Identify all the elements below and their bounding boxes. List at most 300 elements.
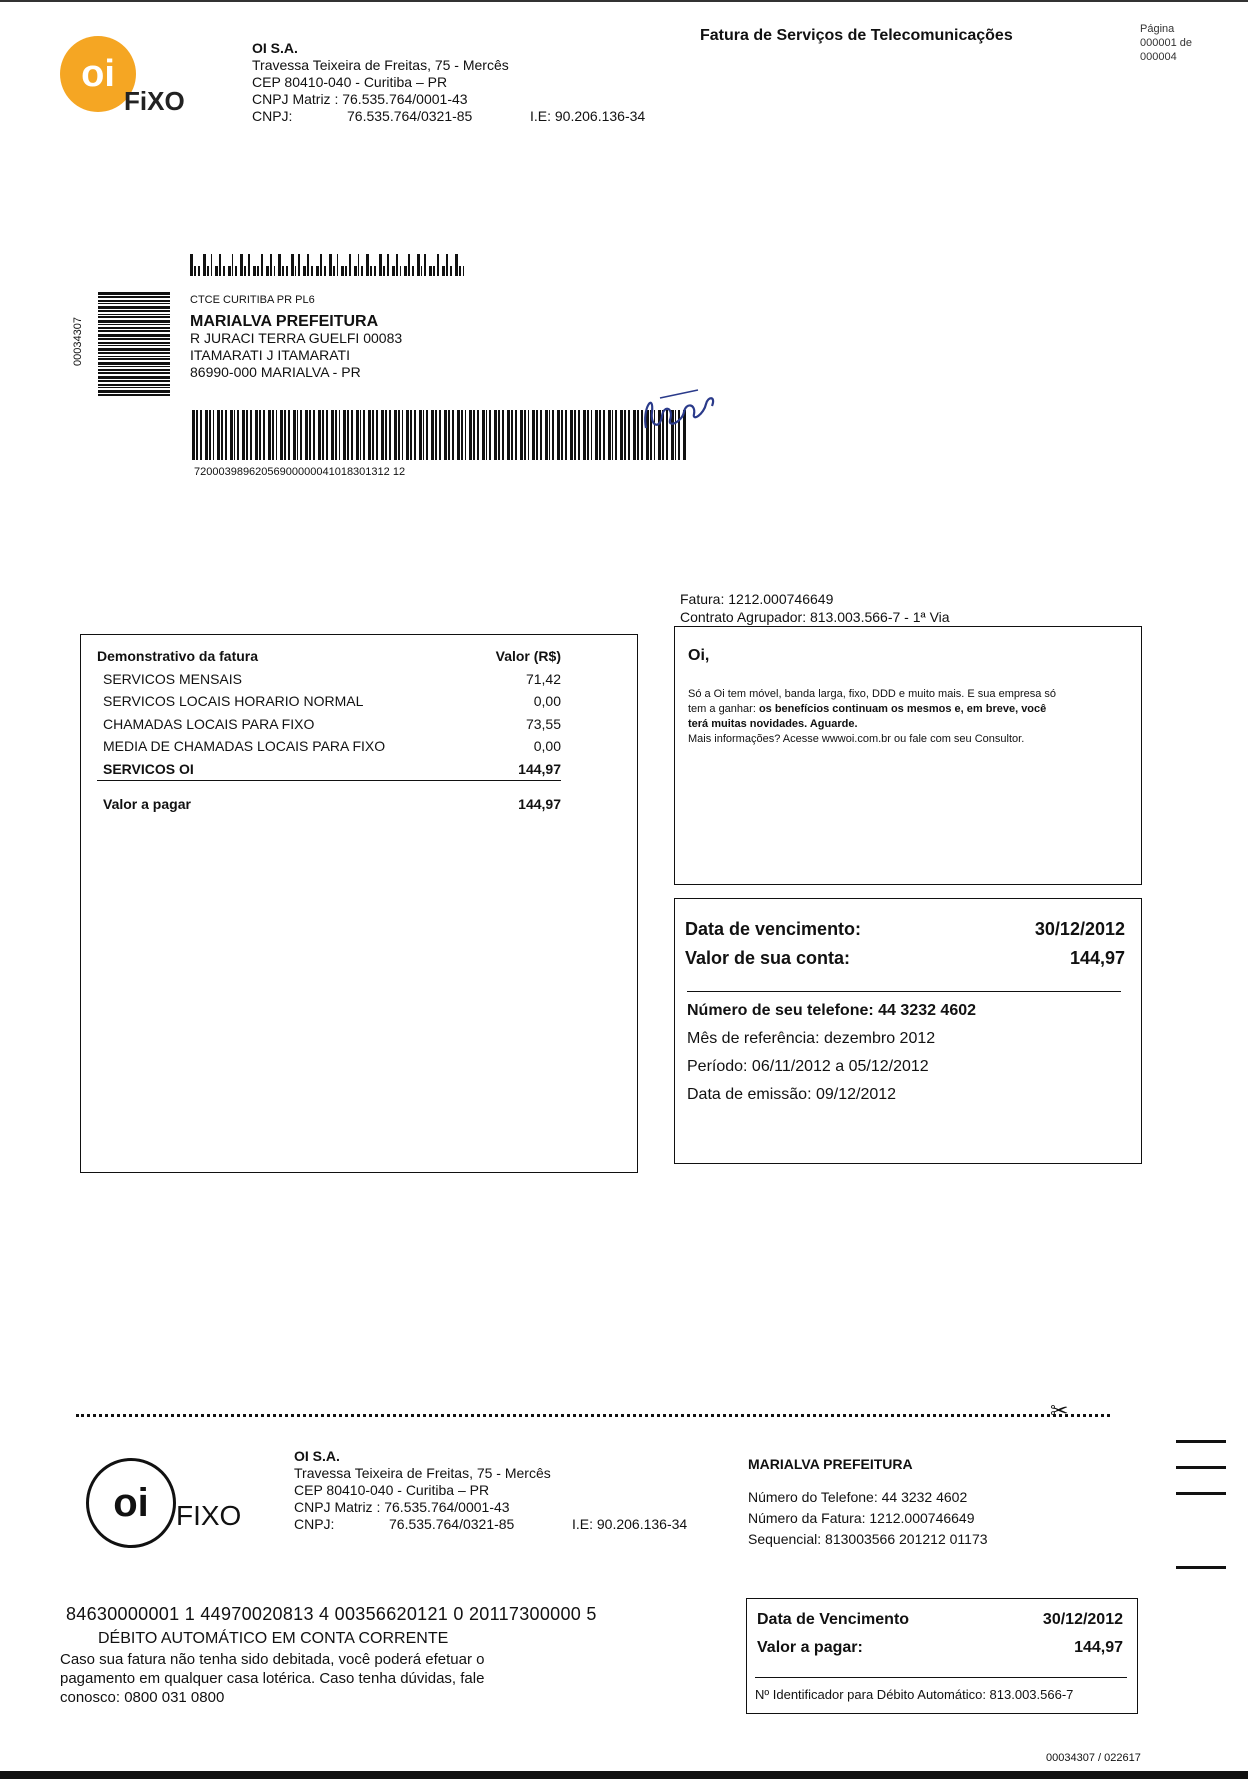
page-bottom-edge bbox=[0, 1771, 1248, 1779]
barcode-bar bbox=[557, 410, 560, 460]
barcode-bar bbox=[295, 266, 296, 276]
barcode-bar bbox=[276, 410, 277, 460]
summary-due-label: Data de vencimento: bbox=[685, 919, 862, 939]
barcode-bar bbox=[98, 314, 170, 315]
barcode-bar bbox=[230, 410, 233, 460]
barcode-bar bbox=[561, 410, 563, 460]
recipient-route: CTCE CURITIBA PR PL6 bbox=[190, 294, 315, 306]
barcode-bar bbox=[511, 410, 513, 460]
barcode-bar bbox=[587, 410, 589, 460]
barcode-bar bbox=[574, 410, 576, 460]
invoice-number: Fatura: 1212.000746649 bbox=[680, 591, 834, 607]
invoice-reference bbox=[680, 590, 950, 626]
barcode-bar bbox=[608, 410, 611, 460]
stub-due-row bbox=[757, 1611, 1123, 1629]
barcode-bar bbox=[234, 410, 235, 460]
barcode-bar bbox=[192, 410, 195, 460]
alignment-mark bbox=[1176, 1466, 1226, 1469]
barcode-bar bbox=[98, 352, 170, 354]
barcode-bar bbox=[417, 254, 420, 276]
barcode-bar bbox=[624, 410, 626, 460]
barcode-bar bbox=[228, 266, 231, 276]
summary-box bbox=[674, 898, 1142, 1164]
message-line-2b: os benefícios continuam os mesmos e, em breve, você bbox=[758, 703, 1047, 715]
barcode-bar bbox=[429, 266, 432, 276]
summary-info bbox=[687, 997, 976, 1109]
barcode-bar bbox=[591, 410, 592, 460]
barcode-bar bbox=[385, 410, 387, 460]
barcode-bar bbox=[286, 266, 288, 276]
barcode-bar bbox=[98, 342, 170, 344]
statement-row bbox=[97, 690, 561, 713]
barcode-bar bbox=[259, 410, 261, 460]
barcode-bar bbox=[570, 410, 573, 460]
barcode-bar bbox=[98, 366, 170, 367]
signature-icon bbox=[640, 378, 720, 438]
barcode-bar bbox=[381, 410, 384, 460]
stub-company-cep: CEP 80410-040 - Curitiba – PR bbox=[294, 1482, 490, 1498]
barcode-bar bbox=[394, 410, 397, 460]
barcode-bar bbox=[213, 410, 214, 460]
barcode-bar bbox=[240, 254, 243, 276]
barcode-bar bbox=[463, 266, 464, 276]
barcode-bar bbox=[300, 410, 302, 460]
statement-value-header: Valor (R$) bbox=[495, 648, 561, 665]
barcode-bar bbox=[320, 254, 322, 276]
barcode-bar bbox=[545, 410, 548, 460]
barcode-bar bbox=[374, 266, 376, 276]
barcode-bar bbox=[98, 324, 170, 325]
message-line-4: Mais informações? Acesse wwwoi.com.br ou fale com seu Consultor. bbox=[688, 733, 1025, 745]
statement-row-label: SERVICOS LOCAIS HORARIO NORMAL bbox=[103, 693, 364, 710]
page-total: 000004 bbox=[1140, 51, 1177, 63]
barcode-bar bbox=[98, 334, 170, 337]
message-line-2 bbox=[688, 702, 1128, 717]
barcode-bar bbox=[349, 254, 351, 276]
barcode-bar bbox=[98, 316, 170, 318]
summary-due-row bbox=[685, 919, 1125, 940]
stub-debit-id: Nº Identificador para Débito Automático: 813.003.566-7 bbox=[755, 1687, 1074, 1702]
barcode-bar bbox=[324, 266, 326, 276]
barcode-bar bbox=[615, 410, 617, 460]
barcode-bar bbox=[461, 410, 463, 460]
barcode-bar bbox=[272, 410, 274, 460]
barcode-bar bbox=[98, 303, 170, 304]
barcode-bar bbox=[459, 266, 461, 276]
barcode-bar bbox=[398, 410, 400, 460]
barcode-bar bbox=[98, 296, 170, 298]
company-name: OI S.A. bbox=[252, 40, 298, 56]
barcode-bar bbox=[536, 410, 538, 460]
company-cep: CEP 80410-040 - Curitiba – PR bbox=[252, 74, 448, 90]
barcode-bar bbox=[356, 410, 359, 460]
barcode-bar bbox=[452, 410, 454, 460]
barcode-bar bbox=[223, 266, 225, 276]
statement-title: Demonstrativo da fatura bbox=[97, 648, 259, 665]
barcode-bar bbox=[633, 410, 636, 460]
stub-phone: Número do Telefone: 44 3232 4602 bbox=[748, 1489, 968, 1505]
barcode-bar bbox=[98, 300, 170, 302]
recipient-street: R JURACI TERRA GUELFI 00083 bbox=[190, 330, 403, 346]
company-cnpj-matriz: CNPJ Matriz : 76.535.764/0001-43 bbox=[252, 91, 468, 107]
barcode-bar bbox=[274, 266, 275, 276]
barcode-bar bbox=[98, 320, 170, 323]
summary-amounts bbox=[685, 919, 1125, 969]
barcode-bar bbox=[98, 384, 170, 386]
page-indicator bbox=[1140, 22, 1192, 64]
summary-divider bbox=[687, 991, 1121, 992]
barcode-bar bbox=[255, 410, 258, 460]
barcode-bar bbox=[280, 410, 283, 460]
barcode-bar bbox=[389, 410, 391, 460]
barcode-bar bbox=[637, 410, 639, 460]
barcode-bar bbox=[419, 410, 422, 460]
barcode-bar bbox=[98, 306, 170, 309]
barcode-bar bbox=[307, 254, 309, 276]
stub-invoice: Número da Fatura: 1212.000746649 bbox=[748, 1510, 975, 1526]
barcode-bar bbox=[196, 410, 198, 460]
statement-items bbox=[97, 668, 561, 758]
barcode-bar bbox=[98, 372, 170, 374]
barcode-bar bbox=[244, 266, 246, 276]
recipient-city: 86990-000 MARIALVA - PR bbox=[190, 364, 361, 380]
barcode-bar bbox=[498, 410, 500, 460]
oi-logo-bottom-icon bbox=[86, 1458, 176, 1548]
barcode-bar bbox=[392, 266, 395, 276]
recipient-address bbox=[190, 292, 402, 381]
barcode-bar bbox=[376, 410, 378, 460]
stub-company-name: OI S.A. bbox=[294, 1448, 340, 1464]
barcode-bar bbox=[203, 254, 206, 276]
statement-row bbox=[97, 713, 561, 736]
summary-phone: Número de seu telefone: 44 3232 4602 bbox=[687, 1002, 977, 1019]
company-ie: I.E: 90.206.136-34 bbox=[530, 108, 646, 124]
barcode-bar bbox=[209, 410, 211, 460]
statement-row-label: MEDIA DE CHAMADAS LOCAIS PARA FIXO bbox=[103, 738, 386, 755]
barcode-bar bbox=[261, 254, 263, 276]
message-line-2a: tem a ganhar: bbox=[688, 703, 759, 715]
barcode-bar bbox=[469, 410, 472, 460]
stub-pay-row bbox=[757, 1639, 1123, 1657]
barcode-bar bbox=[221, 410, 223, 460]
summary-amount-row bbox=[685, 948, 1125, 969]
barcode-bar bbox=[98, 387, 170, 388]
barcode-bar bbox=[435, 410, 437, 460]
statement-row-value: 71,42 bbox=[525, 670, 561, 687]
barcode-bar bbox=[257, 266, 259, 276]
barcode-bar bbox=[421, 266, 422, 276]
barcode-bar bbox=[360, 410, 361, 460]
stub-payment-values bbox=[757, 1611, 1123, 1657]
barcode-bar bbox=[457, 410, 460, 460]
barcode-bar bbox=[372, 410, 374, 460]
barcode-bar bbox=[351, 410, 353, 460]
barcode-bar bbox=[442, 266, 445, 276]
barcode-bar bbox=[313, 410, 315, 460]
barcode-bar bbox=[486, 410, 487, 460]
barcode-bar bbox=[387, 254, 389, 276]
barcode-bar bbox=[540, 410, 542, 460]
barcode-bar bbox=[250, 410, 252, 460]
barcode-bar bbox=[225, 410, 227, 460]
summary-amount-label: Valor de sua conta: bbox=[685, 948, 851, 968]
barcode-bar bbox=[565, 410, 567, 460]
barcode-bar bbox=[549, 410, 550, 460]
logo-mark-text: oi bbox=[81, 52, 115, 95]
barcode-bar bbox=[455, 254, 458, 276]
statement-total-value: 144,97 bbox=[518, 796, 561, 813]
statement-row-value: 0,00 bbox=[533, 693, 561, 710]
barcode-bar bbox=[532, 410, 535, 460]
company-cnpj: 76.535.764/0321-85 bbox=[347, 108, 473, 124]
company-cnpj-row bbox=[252, 108, 645, 125]
statement-row-label: CHAMADAS LOCAIS PARA FIXO bbox=[103, 715, 315, 732]
logo-bottom-brand: FIXO bbox=[176, 1500, 242, 1531]
barcode-bar bbox=[363, 410, 365, 460]
summary-amount-value: 144,97 bbox=[1069, 948, 1125, 968]
auto-debit-title: DÉBITO AUTOMÁTICO EM CONTA CORRENTE bbox=[98, 1630, 449, 1647]
barcode-bar bbox=[444, 410, 447, 460]
barcode-bar bbox=[494, 410, 497, 460]
barcode-bar bbox=[242, 410, 245, 460]
barcode-bar bbox=[318, 410, 321, 460]
barcode-bar bbox=[284, 410, 286, 460]
barcode-bar bbox=[282, 266, 284, 276]
barcode-bar bbox=[98, 345, 170, 346]
barcode-bar bbox=[424, 254, 426, 276]
barcode-bar bbox=[433, 266, 435, 276]
barcode-bar bbox=[595, 410, 598, 460]
barcode-bar bbox=[482, 410, 485, 460]
stub-company-block bbox=[294, 1448, 687, 1533]
barcode-bar bbox=[366, 254, 369, 276]
barcode-bar bbox=[205, 410, 208, 460]
barcode-bar bbox=[347, 410, 349, 460]
barcode-bar bbox=[98, 376, 170, 379]
barcode-bar bbox=[426, 410, 428, 460]
barcode-bar bbox=[98, 369, 170, 371]
barcode-bar bbox=[612, 410, 613, 460]
barcode-bar bbox=[339, 410, 340, 460]
barcode-bar bbox=[450, 266, 452, 276]
barcode-bar bbox=[190, 254, 193, 276]
barcode-bar bbox=[408, 254, 410, 276]
barcode-bar bbox=[200, 410, 202, 460]
recipient-district: ITAMARATI J ITAMARATI bbox=[190, 347, 350, 363]
barcode-bar bbox=[515, 410, 517, 460]
barcode-bar bbox=[98, 362, 170, 365]
recipient-name: MARIALVA PREFEITURA bbox=[190, 313, 379, 330]
message-greeting: Oi, bbox=[688, 647, 710, 664]
barcode-bar bbox=[316, 266, 319, 276]
barcode-bar bbox=[507, 410, 510, 460]
barcode-bar bbox=[599, 410, 601, 460]
statement-row bbox=[97, 735, 561, 758]
statement-subtotal-value: 144,97 bbox=[518, 760, 561, 777]
barcode-bar bbox=[326, 410, 328, 460]
recipient-barcode bbox=[192, 410, 687, 460]
barcode-bar bbox=[477, 410, 479, 460]
summary-emission: Data de emissão: 09/12/2012 bbox=[687, 1086, 897, 1103]
recipient-barcode-number: 72000398962056900000041018301312 12 bbox=[194, 466, 406, 478]
barcode-bar bbox=[98, 310, 170, 312]
page-value: 000001 de bbox=[1140, 37, 1192, 49]
message-box bbox=[674, 626, 1142, 885]
barcode-bar bbox=[528, 410, 529, 460]
stub-payment-box bbox=[746, 1598, 1138, 1714]
barcode-bar bbox=[400, 266, 401, 276]
stub-company-ie: I.E: 90.206.136-34 bbox=[572, 1516, 688, 1532]
stub-pay-value: 144,97 bbox=[1074, 1639, 1123, 1656]
logo-brand: FiXO bbox=[124, 86, 185, 116]
barcode-bar bbox=[232, 254, 233, 276]
barcode-bar bbox=[406, 410, 409, 460]
barcode-bar bbox=[198, 266, 200, 276]
page-label: Página bbox=[1140, 23, 1175, 35]
barcode-bar bbox=[396, 254, 398, 276]
message-line-1: Só a Oi tem móvel, banda larga, fixo, DDD e muito mais. E sua empresa só bbox=[688, 688, 1057, 700]
barcode-bar bbox=[98, 338, 170, 340]
statement-subtotal bbox=[97, 758, 561, 782]
barcode-bar bbox=[404, 266, 407, 276]
page-top-edge bbox=[0, 0, 1248, 2]
cut-line bbox=[76, 1414, 1110, 1417]
barcode-bar bbox=[370, 266, 372, 276]
barcode-bar bbox=[341, 266, 344, 276]
barcode-bar bbox=[253, 266, 256, 276]
company-cnpj-label: CNPJ: bbox=[252, 108, 293, 124]
barcode-bar bbox=[305, 410, 308, 460]
alignment-mark bbox=[1176, 1566, 1226, 1569]
barcode-bar bbox=[439, 410, 441, 460]
barcode-bar bbox=[354, 266, 357, 276]
barcode-bar bbox=[298, 254, 300, 276]
stub-company-cnpj-label: CNPJ: bbox=[294, 1516, 335, 1532]
document-title: Fatura de Serviços de Telecomunicações bbox=[700, 27, 1013, 44]
barcode-bar bbox=[98, 358, 170, 360]
barcode-bar bbox=[524, 410, 526, 460]
barcode-bar bbox=[98, 394, 170, 396]
barcode-bar bbox=[383, 266, 385, 276]
statement-header bbox=[97, 645, 561, 668]
stub-pay-label: Valor a pagar: bbox=[757, 1639, 863, 1656]
stub-company-cnpj-matriz: CNPJ Matriz : 76.535.764/0001-43 bbox=[294, 1499, 510, 1515]
barcode-bar bbox=[309, 410, 311, 460]
payment-note: Caso sua fatura não tenha sido debitada, você poderá efetuar o pagamento em qualquer casa lotérica. Caso tenha dúvidas, fale conosco: 0800 031 0800 bbox=[60, 1651, 485, 1706]
barcode-bar bbox=[98, 330, 170, 332]
barcode-bar bbox=[215, 266, 218, 276]
barcode-bar bbox=[270, 254, 272, 276]
barcode-bar bbox=[502, 410, 504, 460]
barcode-bar bbox=[333, 266, 335, 276]
barcode-bar bbox=[263, 410, 265, 460]
stub-due-value: 30/12/2012 bbox=[1042, 1611, 1123, 1628]
barcode-bar bbox=[423, 410, 424, 460]
barcode-bar bbox=[329, 254, 332, 276]
barcode-bar bbox=[207, 266, 209, 276]
barcode-bar bbox=[237, 410, 239, 460]
statement-total-label: Valor a pagar bbox=[103, 796, 191, 813]
barcode-bar bbox=[431, 410, 434, 460]
logo-bottom-mark-text: oi bbox=[113, 1480, 149, 1525]
barcode-bar bbox=[361, 266, 363, 276]
postal-barcode bbox=[190, 254, 467, 276]
statement-row-label: SERVICOS MENSAIS bbox=[103, 670, 243, 687]
barcode-bar bbox=[311, 266, 313, 276]
barcode-bar bbox=[98, 348, 170, 351]
message-body bbox=[688, 687, 1128, 747]
barcode-bar bbox=[98, 390, 170, 393]
barcode-bar bbox=[268, 410, 271, 460]
barcode-bar bbox=[98, 380, 170, 382]
barcode-bar bbox=[219, 254, 221, 276]
scissors-icon: ✂ bbox=[1050, 1398, 1069, 1423]
barcode-bar bbox=[98, 327, 170, 329]
barcode-bar bbox=[412, 266, 414, 276]
barcode-bar bbox=[358, 254, 359, 276]
company-block bbox=[252, 40, 645, 125]
summary-month: Mês de referência: dezembro 2012 bbox=[687, 1030, 936, 1047]
stub-due-label: Data de Vencimento bbox=[757, 1611, 910, 1628]
stub-customer-block bbox=[748, 1454, 988, 1550]
side-barcode bbox=[98, 292, 170, 398]
barcode-bar bbox=[331, 410, 334, 460]
summary-due-value: 30/12/2012 bbox=[1034, 919, 1125, 939]
barcode-bar bbox=[303, 266, 306, 276]
statement-row bbox=[97, 668, 561, 691]
statement-box bbox=[80, 634, 638, 1173]
barcode-bar bbox=[465, 410, 466, 460]
statement-row-value: 73,55 bbox=[525, 715, 561, 732]
barcode-bar bbox=[402, 410, 403, 460]
company-address: Travessa Teixeira de Freitas, 75 - Mercês bbox=[252, 57, 509, 73]
barcode-bar bbox=[603, 410, 605, 460]
barcode-bar bbox=[437, 254, 439, 276]
barcode-bar bbox=[291, 254, 294, 276]
barcode-bar bbox=[368, 410, 371, 460]
barcode-bar bbox=[583, 410, 586, 460]
barcode-bar bbox=[552, 410, 554, 460]
stub-company-cnpj-row bbox=[294, 1516, 687, 1533]
stub-company-address: Travessa Teixeira de Freitas, 75 - Mercês bbox=[294, 1465, 551, 1481]
barcode-bar bbox=[448, 410, 450, 460]
barcode-bar bbox=[266, 266, 269, 276]
barcode-bar bbox=[217, 410, 220, 460]
stub-sequence: Sequencial: 813003566 201212 01173 bbox=[748, 1531, 988, 1547]
barcode-bar bbox=[98, 356, 170, 357]
barcode-bar bbox=[211, 254, 212, 276]
footer-code: 00034307 / 022617 bbox=[1046, 1752, 1141, 1764]
barcode-bar bbox=[414, 410, 416, 460]
barcode-bar bbox=[194, 266, 196, 276]
barcode-bar bbox=[620, 410, 623, 460]
statement-table bbox=[97, 645, 561, 816]
barcode-bar bbox=[473, 410, 475, 460]
summary-period: Período: 06/11/2012 a 05/12/2012 bbox=[687, 1058, 929, 1075]
stub-customer: MARIALVA PREFEITURA bbox=[748, 1456, 913, 1472]
barcode-bar bbox=[343, 410, 346, 460]
barcode-bar bbox=[337, 254, 338, 276]
barcode-bar bbox=[335, 410, 337, 460]
stub-divider bbox=[755, 1677, 1127, 1678]
statement-row-value: 0,00 bbox=[533, 738, 561, 755]
barcode-bar bbox=[288, 410, 290, 460]
barcode-bar bbox=[520, 410, 523, 460]
alignment-mark bbox=[1176, 1440, 1226, 1443]
barcode-bar bbox=[446, 254, 448, 276]
barcode-bar bbox=[322, 410, 324, 460]
message-line-3: terá muitas novidades. Aguarde. bbox=[688, 718, 858, 730]
